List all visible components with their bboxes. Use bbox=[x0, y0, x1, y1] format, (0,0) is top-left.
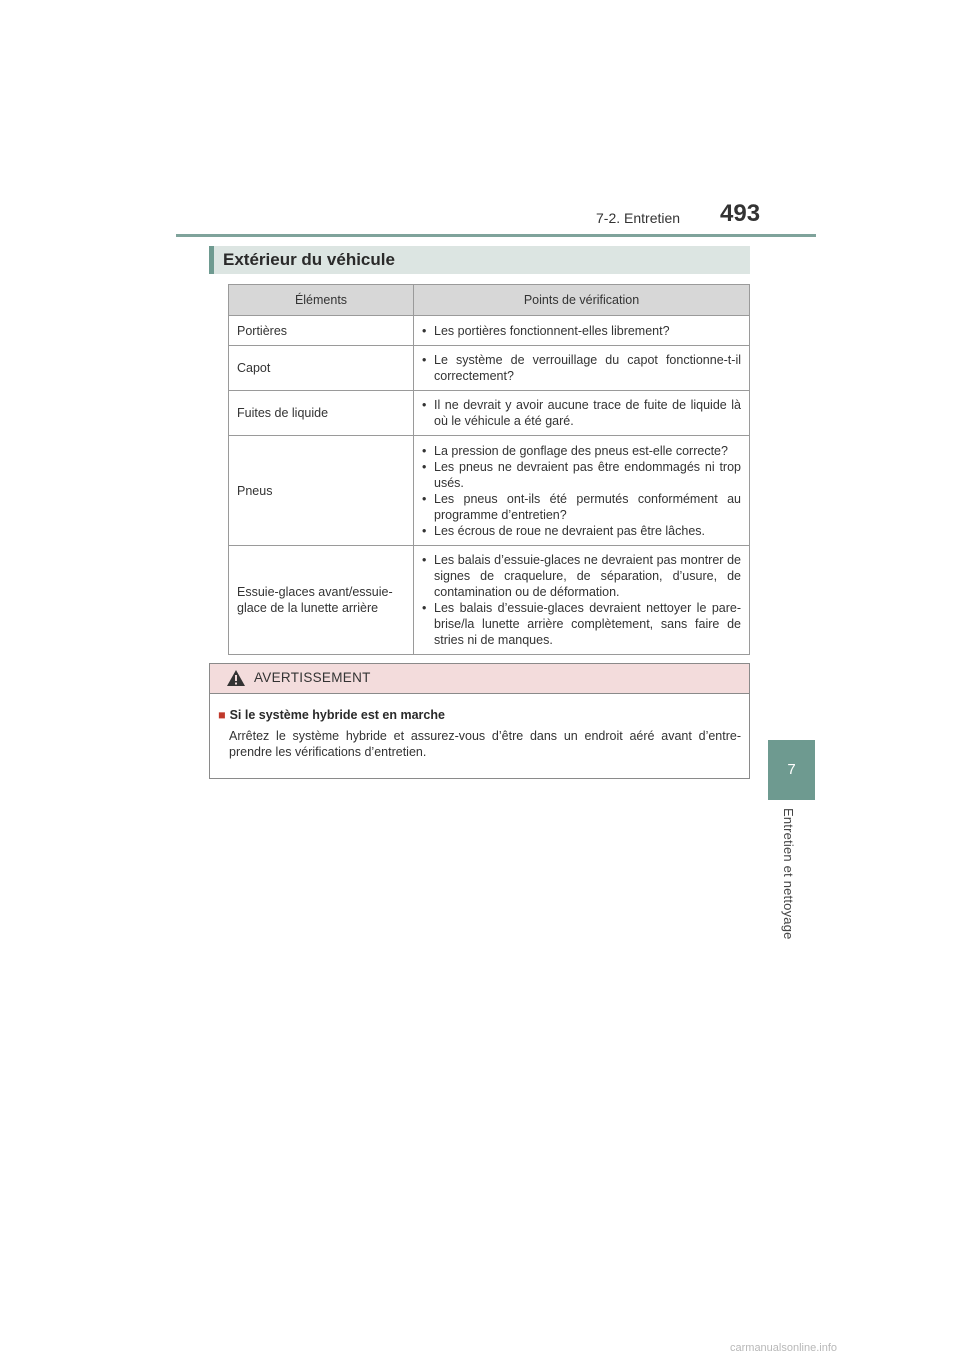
table-row bbox=[229, 391, 750, 436]
section-accent bbox=[209, 246, 214, 274]
row-item-label: Capot bbox=[229, 346, 414, 391]
row-item-label: Pneus bbox=[229, 436, 414, 546]
square-bullet-icon: ■ bbox=[218, 708, 226, 722]
bullet-list bbox=[422, 552, 741, 648]
row-item-label: Essuie-glaces avant/essuie-glace de la lunette arrière bbox=[229, 546, 414, 655]
table-header-row bbox=[229, 285, 750, 316]
bullet-glyph: • bbox=[422, 323, 427, 338]
bullet-list bbox=[422, 323, 741, 339]
list-item: • Les pneus ont-ils été permutés conformément au programme d’entretien? bbox=[422, 491, 741, 522]
warning-box bbox=[209, 663, 750, 779]
bullet-glyph: • bbox=[422, 398, 427, 412]
list-item: • Le système de verrouillage du capot fonctionne-t-il correctement? bbox=[422, 353, 741, 383]
inspection-table bbox=[228, 284, 750, 655]
row-check-points bbox=[414, 391, 750, 436]
bullet-glyph: • bbox=[422, 553, 427, 567]
section-title: Extérieur du véhicule bbox=[223, 250, 395, 269]
header-rule bbox=[176, 234, 816, 237]
list-item: • Il ne devrait y avoir aucune trace de fuite de liquide là où le véhicule a été garé. bbox=[422, 398, 741, 428]
column-header-items: Éléments bbox=[229, 285, 414, 316]
bullet-glyph: • bbox=[422, 443, 427, 458]
list-item: • Les balais d’essuie-glaces ne devraient pas montrer de signes de craquelure, de séparation, d’usure, de contamination ou de déformation. bbox=[422, 553, 741, 599]
table-row bbox=[229, 436, 750, 546]
section-title-bar bbox=[209, 246, 750, 274]
bullet-glyph: • bbox=[422, 491, 427, 506]
list-item: • Les balais d’essuie-glaces devraient nettoyer le pare-brise/la lunette arrière complètement, sans faire de stries ni de manques. bbox=[422, 601, 741, 647]
chapter-tab bbox=[768, 740, 815, 800]
bullet-glyph: • bbox=[422, 523, 427, 538]
table-row bbox=[229, 346, 750, 391]
warning-header bbox=[210, 664, 749, 694]
row-check-points bbox=[414, 346, 750, 391]
list-item: • La pression de gonflage des pneus est-elle correcte? bbox=[422, 443, 728, 458]
warning-triangle-icon bbox=[226, 669, 246, 687]
bullet-list bbox=[422, 397, 741, 429]
row-check-points bbox=[414, 436, 750, 546]
warning-label: AVERTISSEMENT bbox=[254, 670, 371, 685]
list-item: • Les pneus ne devraient pas être endommagés ni trop usés. bbox=[422, 459, 741, 490]
list-item: • Les écrous de roue ne devraient pas être lâches. bbox=[422, 523, 706, 538]
warning-subheading: ■ Si le système hybride est en marche bbox=[218, 708, 445, 722]
bullet-list bbox=[422, 443, 741, 539]
bullet-glyph: • bbox=[422, 459, 427, 474]
watermark: carmanualsonline.info bbox=[730, 1342, 838, 1354]
bullet-glyph: • bbox=[422, 353, 427, 367]
page-number: 493 bbox=[720, 200, 761, 227]
row-item-label: Portières bbox=[229, 316, 414, 346]
table-row bbox=[229, 546, 750, 655]
column-header-points: Points de vérification bbox=[414, 285, 750, 316]
table-row bbox=[229, 316, 750, 346]
chapter-number: 7 bbox=[787, 761, 796, 778]
row-item-label: Fuites de liquide bbox=[229, 391, 414, 436]
chapter-label: Entretien et nettoyage bbox=[781, 808, 796, 940]
list-item: • Les portières fonctionnent-elles librement? bbox=[422, 323, 670, 338]
running-header-section: 7-2. Entretien bbox=[596, 210, 681, 226]
warning-body: Arrêtez le système hybride et assurez-vous d’être dans un endroit aéré avant d’entre-prendre les vérifications d’entretien. bbox=[229, 729, 741, 759]
bullet-glyph: • bbox=[422, 601, 427, 615]
row-check-points bbox=[414, 316, 750, 346]
row-check-points bbox=[414, 546, 750, 655]
bullet-list bbox=[422, 352, 741, 384]
